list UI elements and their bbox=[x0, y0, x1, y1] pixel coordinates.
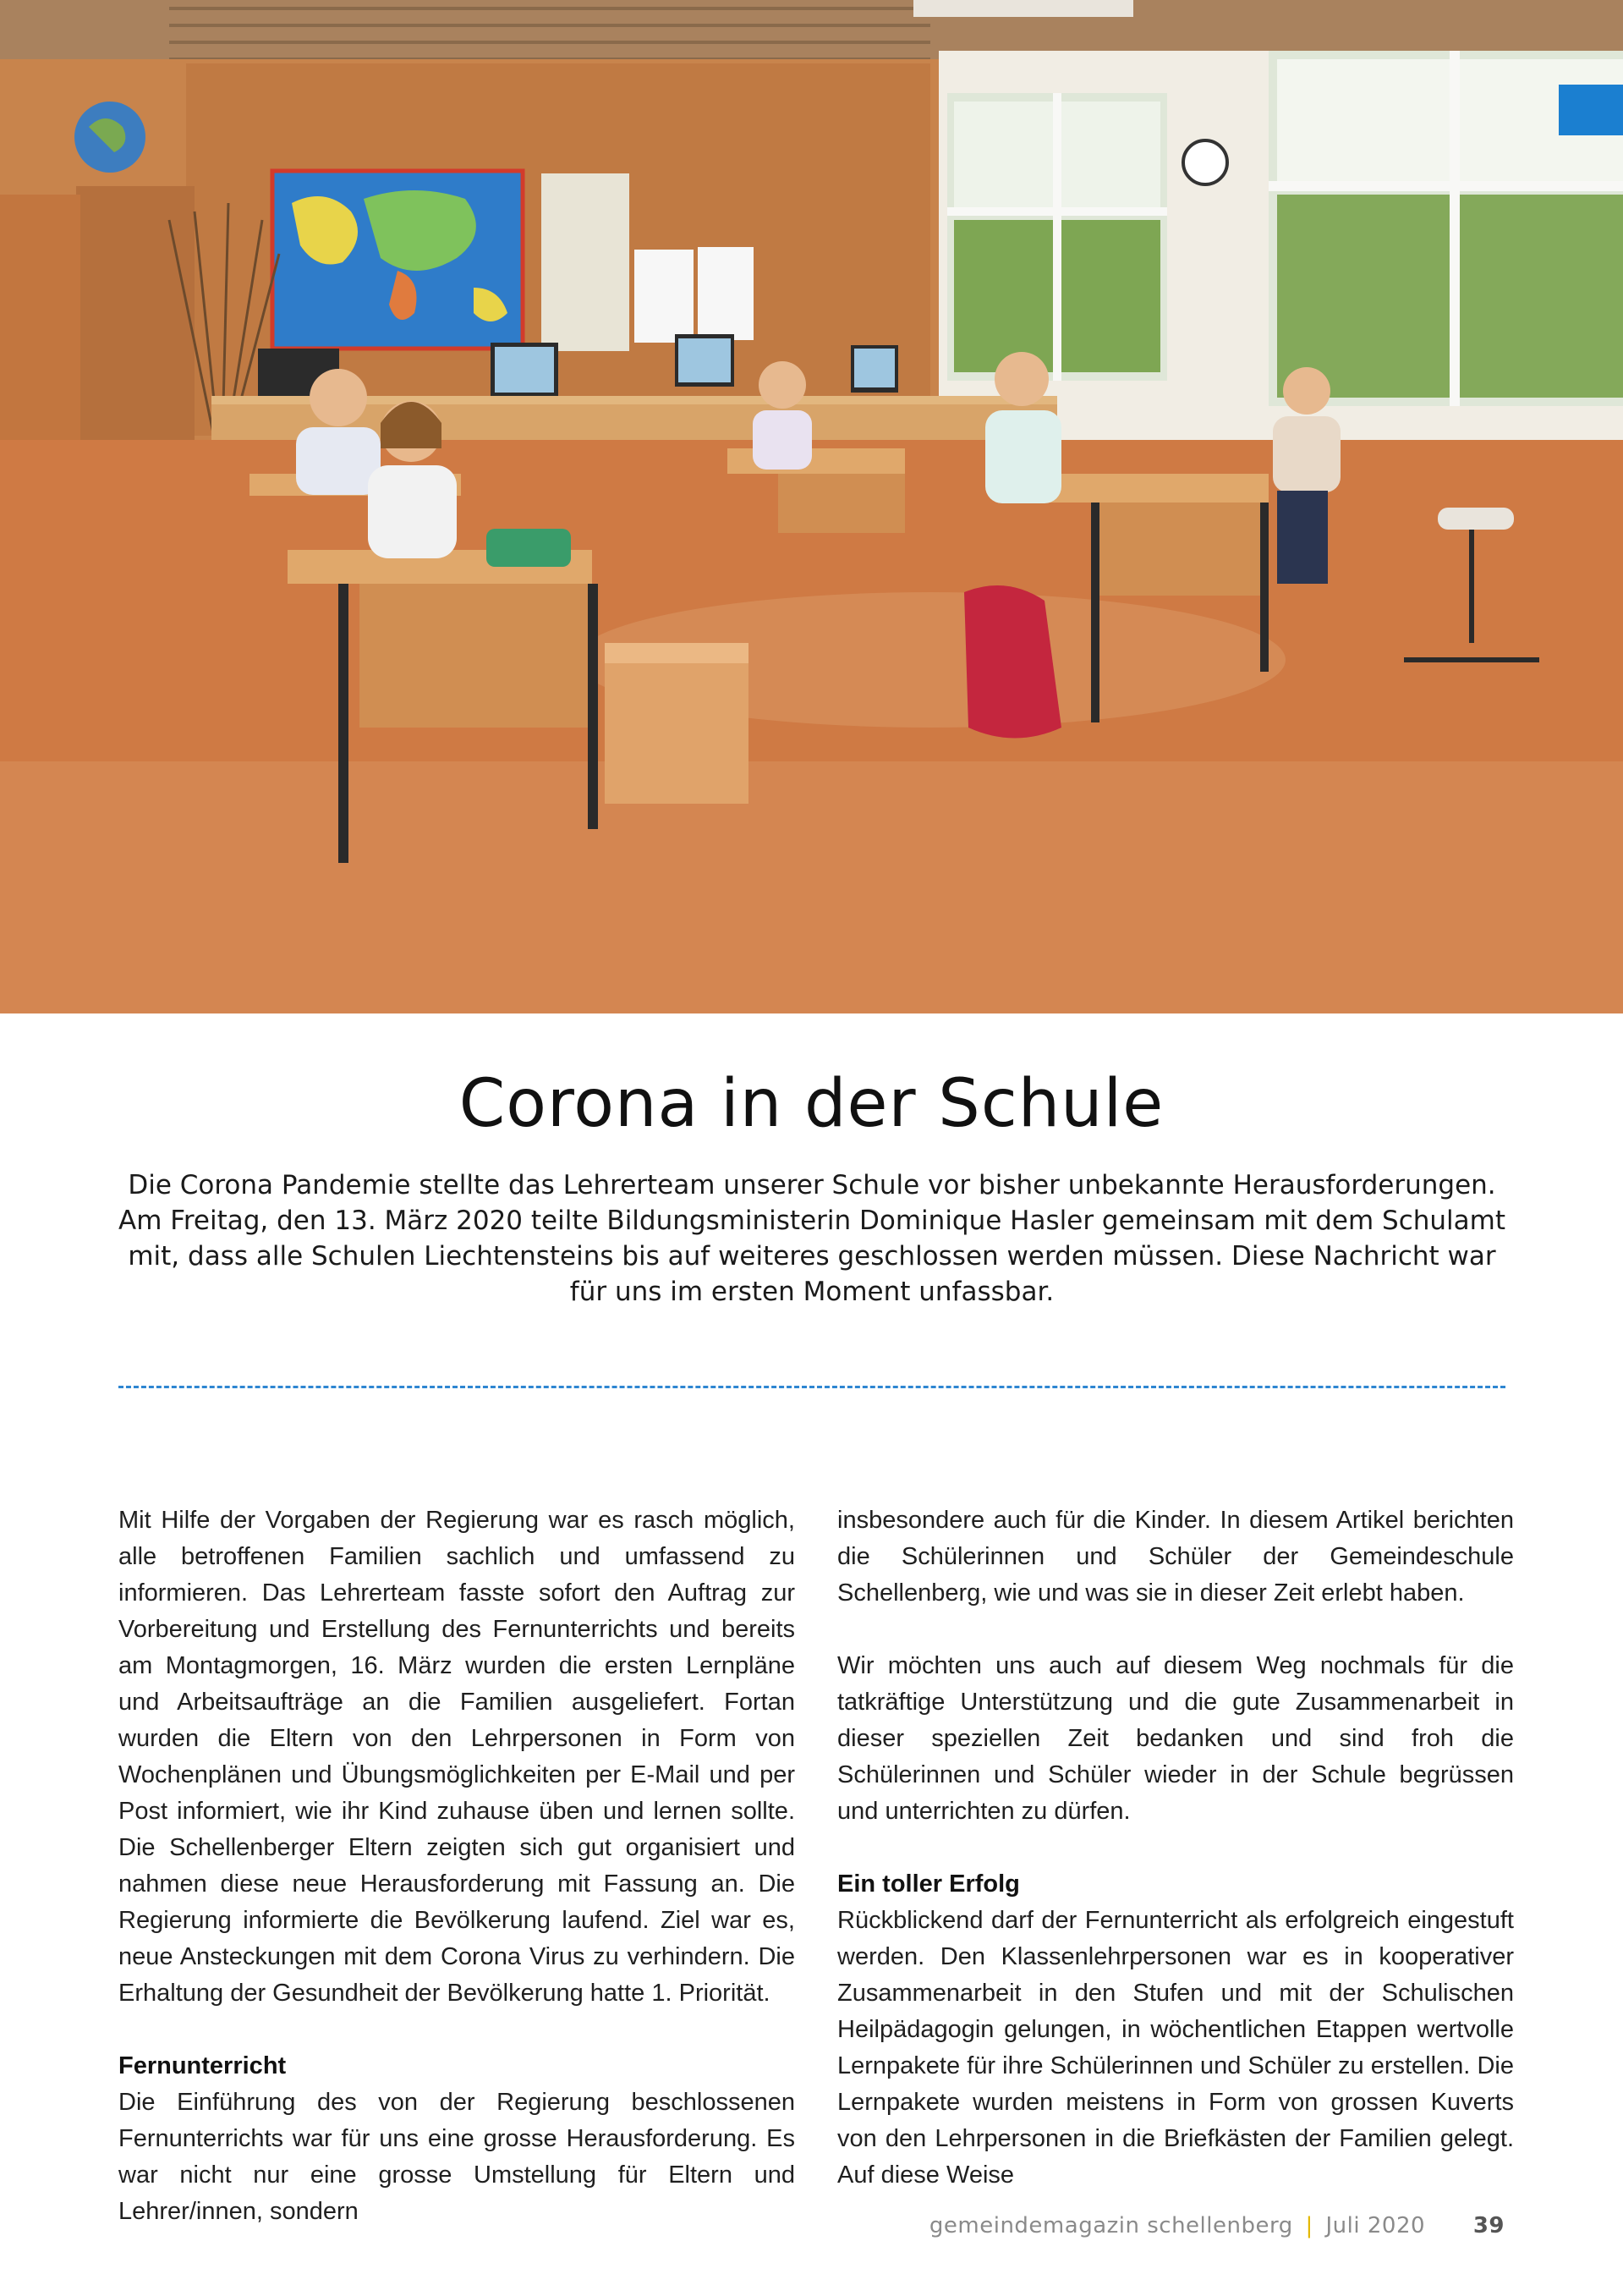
page-number: 39 bbox=[1472, 2213, 1505, 2238]
paragraph: Rückblickend darf der Fernunterricht als erfolgreich eingestuft werden. Den Klassenlehrpersonen war es in kooperativer Zusammenarbeit in den Stufen und mit der Schulischen Heilpädagogin gelungen, in wöchentlichen Etappen wertvolle Lernpakete für ihre Schülerinnen und Schüler zu erstellen. Die Lernpakete wurden meistens in Form von grossen Kuverts von den Lehrpersonen in die Briefkästen der Familien gelegt. Auf diese Weise bbox=[837, 1907, 1514, 2189]
issue-date: Juli 2020 bbox=[1325, 2213, 1426, 2238]
footer-separator: | bbox=[1305, 2213, 1313, 2238]
paragraph: Die Einführung des von der Regierung beschlossenen Fernunterrichts war für uns eine grosse Herausforderung. Es war nicht nur eine grosse Umstellung für Eltern und Lehrer/innen, sondern bbox=[118, 2089, 795, 2225]
column-right bbox=[837, 1502, 1514, 2194]
paragraph: insbesondere auch für die Kinder. In diesem Artikel berichten die Schülerinnen und Schüler der Gemeindeschule Schellenberg, wie und was sie in dieser Zeit erlebt haben. bbox=[837, 1507, 1514, 1607]
column-left bbox=[118, 1502, 795, 2230]
classroom-illustration bbox=[0, 0, 1623, 1013]
page-footer bbox=[929, 2213, 1505, 2238]
magazine-name: gemeindemagazin schellenberg bbox=[929, 2213, 1293, 2238]
dashed-divider bbox=[118, 1386, 1505, 1388]
paragraph: Mit Hilfe der Vorgaben der Regierung war es rasch möglich, alle betroffenen Familien sachlich und umfassend zu informieren. Das Lehrerteam fasste sofort den Auftrag zur Vorbereitung und Erstellung des Fernunterrichts und bereits am Montagmorgen, 16. März wurden die ersten Lernpläne und Arbeitsaufträge an die Familien ausgeliefert. Fortan wurden die Eltern von den Lehrpersonen in Form von Wochenplänen und Übungsmöglichkeiten per E-Mail und per Post informiert, wie ihr Kind zuhause üben und lernen sollte. Die Schellenberger Eltern zeigten sich gut organisiert und nahmen diese neue Herausforderung mit Fassung an. Die Regierung informierte die Bevölkerung laufend. Ziel war es, neue Ansteckungen mit dem Corona Virus zu verhindern. Die Erhaltung der Gesundheit der Bevölkerung hatte 1. Priorität. bbox=[118, 1507, 795, 2007]
subheading-erfolg: Ein toller Erfolg bbox=[837, 1870, 1020, 1898]
section-marker bbox=[1559, 85, 1623, 135]
classroom-photo bbox=[0, 0, 1623, 1013]
paragraph: Wir möchten uns auch auf diesem Weg nochmals für die tatkräftige Unterstützung und die gute Zusammenarbeit in dieser speziellen Zeit bedanken und sind froh die Schülerinnen und Schüler wieder in der Schule begrüssen und unterrichten zu dürfen. bbox=[837, 1652, 1514, 1825]
article-title: Corona in der Schule bbox=[458, 1066, 1165, 1142]
subheading-fernunterricht: Fernunterricht bbox=[118, 2052, 287, 2079]
article-intro: Die Corona Pandemie stellte das Lehrerteam unserer Schule vor bisher unbekannte Herausforderungen. Am Freitag, den 13. März 2020 teilte Bildungsministerin Dominique Hasler gemeinsam mit dem Schulamt mit, dass alle Schulen Liechtensteins bis auf weiteres geschlossen werden müssen. Diese Nachricht war für uns im ersten Moment unfassbar. bbox=[118, 1170, 1506, 1307]
